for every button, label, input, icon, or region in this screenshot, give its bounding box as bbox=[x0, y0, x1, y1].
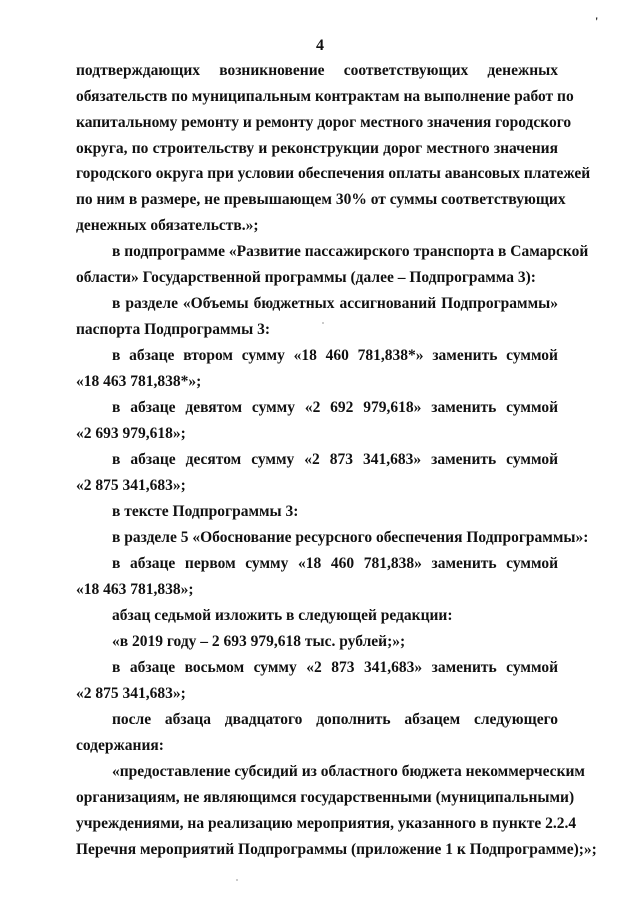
text-line: области» Государственной программы (далее – Подпрограмма 3): bbox=[76, 269, 536, 286]
text-line: «18 463 781,838»; bbox=[76, 581, 194, 598]
corner-mark: ' bbox=[595, 14, 599, 28]
text-line: «2 875 341,683»; bbox=[76, 685, 186, 702]
text-line: «предоставление субсидий из областного бюджета некоммерческим bbox=[112, 763, 585, 780]
text-line: «2 875 341,683»; bbox=[76, 477, 186, 494]
text-line: в абзаце втором сумму «18 460 781,838*» заменить суммой bbox=[112, 347, 558, 364]
text-line: в абзаце десятом сумму «2 873 341,683» заменить суммой bbox=[112, 451, 558, 468]
scan-speck bbox=[322, 322, 324, 324]
text-line: «18 463 781,838*»; bbox=[76, 373, 202, 390]
text-line: «2 693 979,618»; bbox=[76, 425, 186, 442]
text-line: в тексте Подпрограммы 3: bbox=[112, 503, 299, 520]
text-line: подтверждающих возникновение соответствующих денежных bbox=[76, 62, 558, 79]
scan-speck bbox=[236, 879, 238, 881]
text-line: городского округа при условии обеспечения оплаты авансовых платежей bbox=[76, 165, 591, 182]
text-line: в подпрограмме «Развитие пассажирского транспорта в Самарской bbox=[112, 243, 589, 260]
page-number: 4 bbox=[316, 37, 324, 54]
text-line: в абзаце восьмом сумму «2 873 341,683» заменить суммой bbox=[112, 659, 558, 676]
text-line: «в 2019 году – 2 693 979,618 тыс. рублей;»; bbox=[112, 633, 406, 650]
text-line: учреждениями, на реализацию мероприятия, указанного в пункте 2.2.4 bbox=[76, 815, 577, 832]
text-line: капитальному ремонту и ремонту дорог местного значения городского bbox=[76, 114, 572, 131]
text-line: округа, по строительству и реконструкции дорог местного значения bbox=[76, 140, 558, 157]
text-line: паспорта Подпрограммы 3: bbox=[76, 321, 270, 338]
text-line: денежных обязательств.»; bbox=[76, 217, 259, 234]
text-line: организациям, не являющимся государственными (муниципальными) bbox=[76, 789, 575, 806]
text-line: по ним в размере, не превышающем 30% от суммы соответствующих bbox=[76, 191, 566, 208]
text-line: содержания: bbox=[76, 737, 164, 754]
text-line: обязательств по муниципальным контрактам на выполнение работ по bbox=[76, 88, 574, 105]
text-line: в абзаце девятом сумму «2 692 979,618» заменить суммой bbox=[112, 399, 558, 416]
text-line: в разделе «Объемы бюджетных ассигнований Подпрограммы» bbox=[112, 295, 558, 312]
text-line: в абзаце первом сумму «18 460 781,838» заменить суммой bbox=[112, 555, 558, 572]
text-line: Перечня мероприятий Подпрограммы (приложение 1 к Подпрограмме);»; bbox=[76, 841, 597, 858]
text-line: абзац седьмой изложить в следующей редакции: bbox=[112, 607, 453, 624]
text-line: после абзаца двадцатого дополнить абзацем следующего bbox=[112, 711, 558, 728]
text-line: в разделе 5 «Обоснование ресурсного обеспечения Подпрограммы»: bbox=[112, 529, 589, 546]
